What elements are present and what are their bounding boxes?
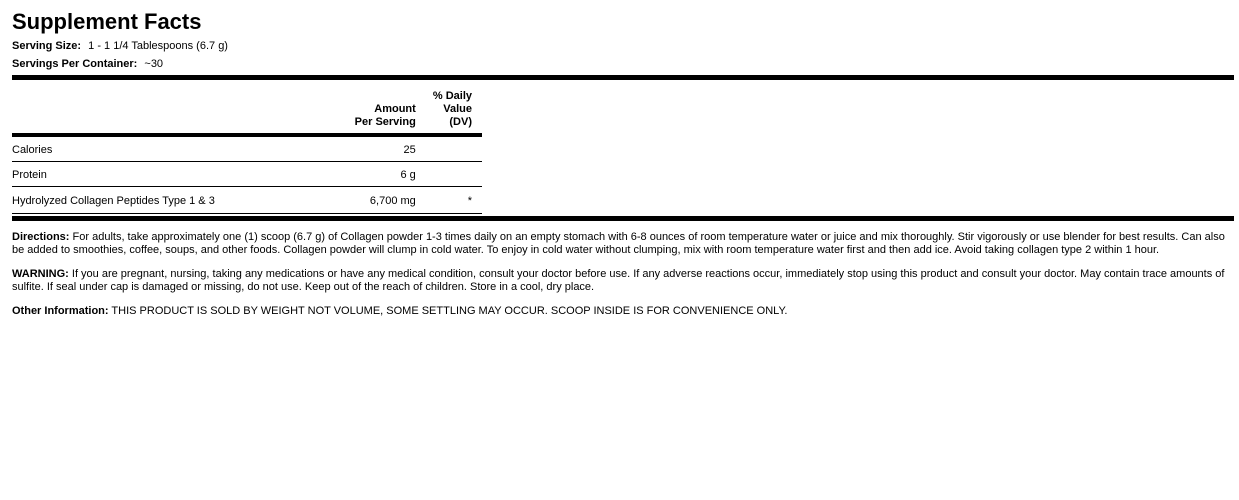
table-header-row <box>12 90 482 135</box>
table-row <box>12 162 482 187</box>
warning-label: WARNING: <box>12 268 69 280</box>
serving-size-label: Serving Size: <box>12 40 82 52</box>
header-daily-value <box>416 90 482 135</box>
nutrient-amount: 6 g <box>344 162 416 187</box>
nutrient-name: Protein <box>12 162 344 187</box>
header-dv-line2: Value <box>443 103 472 115</box>
directions-paragraph <box>12 231 1227 257</box>
servings-per-container-line <box>12 57 1234 71</box>
nutrient-amount: 6,700 mg <box>344 187 416 214</box>
header-dv-line3: (DV) <box>449 116 472 128</box>
header-blank <box>12 90 344 135</box>
top-divider <box>12 75 1234 80</box>
warning-text: If you are pregnant, nursing, taking any medications or have any medical condition, consult your doctor before use. If any adverse reactions occur, immediately stop using this product and consult your doctor. May contain trace amounts of sulfite. If seal under cap is damaged or missing, do not use. Keep out of the reach of children. Store in a cool, dry place. <box>12 268 1225 293</box>
panel-title: Supplement Facts <box>12 9 202 34</box>
nutrient-name: Hydrolyzed Collagen Peptides Type 1 & 3 <box>12 187 344 214</box>
bottom-divider <box>12 216 1234 221</box>
table-row <box>12 187 482 214</box>
nutrient-dv <box>416 162 482 187</box>
other-information-label: Other Information: <box>12 305 109 317</box>
table-row <box>12 135 482 162</box>
header-amount-line2: Per Serving <box>354 116 416 128</box>
nutrient-name: Calories <box>12 135 344 162</box>
directions-text: For adults, take approximately one (1) scoop (6.7 g) of Collagen powder 1-3 times daily on an empty stomach with 6-8 ounces of room temperature water or juice and mix thoroughly. Stir vigorously or use blender for best results. Can also be added to smoothies, coffee, soups, and other foods. Collagen powder will clump in cold water. To enjoy in cold water without clumping, mix with room temperature water first and then add ice. Avoid taking collagen type 2 within 1 hour. <box>12 231 1225 256</box>
nutrient-dv <box>416 135 482 162</box>
servings-per-container-label: Servings Per Container: <box>12 58 138 70</box>
header-dv-line1: % Daily <box>432 90 472 102</box>
header-amount <box>344 90 416 135</box>
servings-per-container-value: ~30 <box>144 58 164 70</box>
other-information-paragraph <box>12 305 1227 318</box>
facts-table <box>12 90 482 214</box>
warning-paragraph <box>12 268 1227 294</box>
header-amount-line1: Amount <box>374 103 416 115</box>
nutrient-amount: 25 <box>344 135 416 162</box>
supplement-facts-panel <box>12 8 1234 318</box>
other-information-text: THIS PRODUCT IS SOLD BY WEIGHT NOT VOLUME, SOME SETTLING MAY OCCUR. SCOOP INSIDE IS FOR CONVENIENCE ONLY. <box>111 305 788 317</box>
serving-size-value: 1 - 1 1/4 Tablespoons (6.7 g) <box>88 40 228 52</box>
nutrient-dv: * <box>416 187 482 214</box>
directions-label: Directions: <box>12 231 70 243</box>
serving-size-line <box>12 39 1234 53</box>
